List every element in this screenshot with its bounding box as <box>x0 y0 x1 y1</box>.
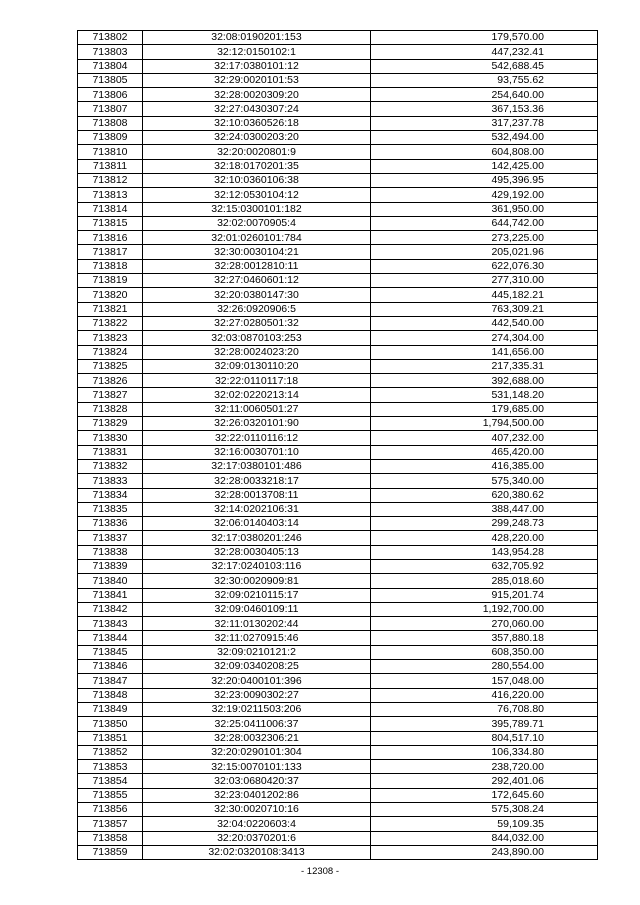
table-row <box>78 588 598 602</box>
table-body <box>78 31 598 860</box>
table-row <box>78 131 598 145</box>
cadastral-value-cell: 93,755.62 <box>371 73 598 87</box>
cadastral-number-cell: 32:25:0411006:37 <box>143 717 371 731</box>
cadastral-number-cell: 32:27:0280501:32 <box>143 316 371 330</box>
table-row <box>78 159 598 173</box>
cadastral-value-cell: 273,225.00 <box>371 231 598 245</box>
table-row <box>78 231 598 245</box>
cadastral-number-cell: 32:02:0070905:4 <box>143 216 371 230</box>
row-id-cell: 713834 <box>78 488 143 502</box>
table-row <box>78 359 598 373</box>
row-id-cell: 713827 <box>78 388 143 402</box>
cadastral-value-table <box>77 30 598 860</box>
cadastral-number-cell: 32:09:0210115:17 <box>143 588 371 602</box>
table-row <box>78 288 598 302</box>
cadastral-value-cell: 429,192.00 <box>371 188 598 202</box>
cadastral-number-cell: 32:14:0202106:31 <box>143 502 371 516</box>
cadastral-number-cell: 32:16:0030701:10 <box>143 445 371 459</box>
row-id-cell: 713839 <box>78 559 143 573</box>
cadastral-number-cell: 32:26:0920906:5 <box>143 302 371 316</box>
cadastral-number-cell: 32:09:0130110:20 <box>143 359 371 373</box>
cadastral-value-cell: 442,540.00 <box>371 316 598 330</box>
row-id-cell: 713822 <box>78 316 143 330</box>
cadastral-number-cell: 32:04:0220603:4 <box>143 817 371 831</box>
cadastral-value-cell: 644,742.00 <box>371 216 598 230</box>
cadastral-value-cell: 804,517.10 <box>371 731 598 745</box>
row-id-cell: 713807 <box>78 102 143 116</box>
row-id-cell: 713858 <box>78 831 143 845</box>
cadastral-number-cell: 32:23:0090302:27 <box>143 688 371 702</box>
cadastral-number-cell: 32:28:0024023:20 <box>143 345 371 359</box>
row-id-cell: 713805 <box>78 73 143 87</box>
table-row <box>78 431 598 445</box>
cadastral-number-cell: 32:08:0190201:153 <box>143 31 371 45</box>
cadastral-number-cell: 32:27:0460601:12 <box>143 274 371 288</box>
row-id-cell: 713849 <box>78 702 143 716</box>
table-row <box>78 316 598 330</box>
row-id-cell: 713852 <box>78 745 143 759</box>
row-id-cell: 713811 <box>78 159 143 173</box>
cadastral-number-cell: 32:22:0110117:18 <box>143 374 371 388</box>
cadastral-number-cell: 32:20:0290101:304 <box>143 745 371 759</box>
cadastral-value-cell: 392,688.00 <box>371 374 598 388</box>
cadastral-number-cell: 32:02:0320108:3413 <box>143 845 371 859</box>
row-id-cell: 713817 <box>78 245 143 259</box>
cadastral-value-cell: 217,335.31 <box>371 359 598 373</box>
table-row <box>78 402 598 416</box>
cadastral-number-cell: 32:17:0240103:116 <box>143 559 371 573</box>
row-id-cell: 713816 <box>78 231 143 245</box>
cadastral-value-cell: 416,220.00 <box>371 688 598 702</box>
cadastral-value-cell: 367,153.36 <box>371 102 598 116</box>
cadastral-number-cell: 32:12:0530104:12 <box>143 188 371 202</box>
row-id-cell: 713802 <box>78 31 143 45</box>
row-id-cell: 713851 <box>78 731 143 745</box>
row-id-cell: 713831 <box>78 445 143 459</box>
cadastral-number-cell: 32:11:0130202:44 <box>143 617 371 631</box>
cadastral-number-cell: 32:03:0870103:253 <box>143 331 371 345</box>
row-id-cell: 713820 <box>78 288 143 302</box>
table-row <box>78 660 598 674</box>
cadastral-value-cell: 465,420.00 <box>371 445 598 459</box>
row-id-cell: 713855 <box>78 788 143 802</box>
cadastral-value-cell: 532,494.00 <box>371 131 598 145</box>
table-row <box>78 145 598 159</box>
cadastral-number-cell: 32:09:0210121:2 <box>143 645 371 659</box>
cadastral-number-cell: 32:20:0400101:396 <box>143 674 371 688</box>
row-id-cell: 713809 <box>78 131 143 145</box>
table-row <box>78 745 598 759</box>
table-row <box>78 245 598 259</box>
row-id-cell: 713840 <box>78 574 143 588</box>
table-row <box>78 574 598 588</box>
cadastral-number-cell: 32:24:0300203:20 <box>143 131 371 145</box>
cadastral-value-cell: 76,708.80 <box>371 702 598 716</box>
cadastral-value-cell: 299,248.73 <box>371 517 598 531</box>
row-id-cell: 713810 <box>78 145 143 159</box>
cadastral-value-cell: 357,880.18 <box>371 631 598 645</box>
row-id-cell: 713838 <box>78 545 143 559</box>
row-id-cell: 713830 <box>78 431 143 445</box>
table-row <box>78 388 598 402</box>
row-id-cell: 713853 <box>78 760 143 774</box>
row-id-cell: 713836 <box>78 517 143 531</box>
row-id-cell: 713842 <box>78 602 143 616</box>
cadastral-value-cell: 141,656.00 <box>371 345 598 359</box>
cadastral-number-cell: 32:20:0380147:30 <box>143 288 371 302</box>
table-row <box>78 259 598 273</box>
cadastral-number-cell: 32:22:0110116:12 <box>143 431 371 445</box>
cadastral-number-cell: 32:27:0430307:24 <box>143 102 371 116</box>
cadastral-number-cell: 32:10:0360526:18 <box>143 116 371 130</box>
table-row <box>78 59 598 73</box>
cadastral-value-cell: 620,380.62 <box>371 488 598 502</box>
cadastral-value-cell: 254,640.00 <box>371 88 598 102</box>
row-id-cell: 713814 <box>78 202 143 216</box>
cadastral-value-cell: 274,304.00 <box>371 331 598 345</box>
table-row <box>78 88 598 102</box>
table-row <box>78 831 598 845</box>
row-id-cell: 713813 <box>78 188 143 202</box>
cadastral-value-cell: 575,308.24 <box>371 803 598 817</box>
table-row <box>78 702 598 716</box>
page-number: - 12308 - <box>300 866 340 877</box>
cadastral-number-cell: 32:26:0320101:90 <box>143 417 371 431</box>
table-row <box>78 674 598 688</box>
cadastral-number-cell: 32:28:0032306:21 <box>143 731 371 745</box>
cadastral-value-cell: 1,794,500.00 <box>371 417 598 431</box>
cadastral-number-cell: 32:17:0380201:246 <box>143 531 371 545</box>
table-row <box>78 688 598 702</box>
cadastral-number-cell: 32:30:0020710:16 <box>143 803 371 817</box>
table-row <box>78 116 598 130</box>
cadastral-value-cell: 157,048.00 <box>371 674 598 688</box>
row-id-cell: 713833 <box>78 474 143 488</box>
cadastral-number-cell: 32:15:0070101:133 <box>143 760 371 774</box>
cadastral-value-cell: 179,570.00 <box>371 31 598 45</box>
cadastral-number-cell: 32:20:0020801:9 <box>143 145 371 159</box>
cadastral-number-cell: 32:12:0150102:1 <box>143 45 371 59</box>
cadastral-value-cell: 361,950.00 <box>371 202 598 216</box>
row-id-cell: 713841 <box>78 588 143 602</box>
row-id-cell: 713803 <box>78 45 143 59</box>
table-row <box>78 459 598 473</box>
cadastral-number-cell: 32:09:0340208:25 <box>143 660 371 674</box>
cadastral-number-cell: 32:11:0060501:27 <box>143 402 371 416</box>
row-id-cell: 713832 <box>78 459 143 473</box>
cadastral-value-cell: 763,309.21 <box>371 302 598 316</box>
cadastral-value-cell: 495,396.95 <box>371 173 598 187</box>
cadastral-number-cell: 32:02:0220213:14 <box>143 388 371 402</box>
cadastral-value-cell: 1,192,700.00 <box>371 602 598 616</box>
cadastral-value-cell: 542,688.45 <box>371 59 598 73</box>
table-row <box>78 631 598 645</box>
row-id-cell: 713859 <box>78 845 143 859</box>
cadastral-number-cell: 32:15:0300101:182 <box>143 202 371 216</box>
cadastral-value-cell: 428,220.00 <box>371 531 598 545</box>
table-row <box>78 331 598 345</box>
row-id-cell: 713837 <box>78 531 143 545</box>
cadastral-number-cell: 32:17:0380101:12 <box>143 59 371 73</box>
table-row <box>78 760 598 774</box>
cadastral-value-cell: 915,201.74 <box>371 588 598 602</box>
row-id-cell: 713823 <box>78 331 143 345</box>
cadastral-value-cell: 317,237.78 <box>371 116 598 130</box>
table-row <box>78 488 598 502</box>
row-id-cell: 713847 <box>78 674 143 688</box>
table-row <box>78 445 598 459</box>
table-row <box>78 517 598 531</box>
cadastral-value-cell: 59,109.35 <box>371 817 598 831</box>
row-id-cell: 713824 <box>78 345 143 359</box>
cadastral-value-cell: 179,685.00 <box>371 402 598 416</box>
cadastral-number-cell: 32:19:0211503:206 <box>143 702 371 716</box>
row-id-cell: 713828 <box>78 402 143 416</box>
row-id-cell: 713819 <box>78 274 143 288</box>
cadastral-value-cell: 143,954.28 <box>371 545 598 559</box>
cadastral-number-cell: 32:03:0680420:37 <box>143 774 371 788</box>
cadastral-value-cell: 277,310.00 <box>371 274 598 288</box>
row-id-cell: 713843 <box>78 617 143 631</box>
row-id-cell: 713821 <box>78 302 143 316</box>
table-row <box>78 803 598 817</box>
cadastral-value-cell: 142,425.00 <box>371 159 598 173</box>
table-row <box>78 717 598 731</box>
table-row <box>78 531 598 545</box>
table-row <box>78 31 598 45</box>
table-row <box>78 788 598 802</box>
cadastral-number-cell: 32:23:0401202:86 <box>143 788 371 802</box>
cadastral-value-cell: 531,148.20 <box>371 388 598 402</box>
row-id-cell: 713826 <box>78 374 143 388</box>
table-row <box>78 559 598 573</box>
row-id-cell: 713854 <box>78 774 143 788</box>
table-row <box>78 474 598 488</box>
table-row <box>78 173 598 187</box>
row-id-cell: 713857 <box>78 817 143 831</box>
cadastral-number-cell: 32:28:0020309:20 <box>143 88 371 102</box>
cadastral-value-cell: 604,808.00 <box>371 145 598 159</box>
cadastral-value-cell: 106,334.80 <box>371 745 598 759</box>
table-row <box>78 845 598 859</box>
cadastral-value-cell: 416,385.00 <box>371 459 598 473</box>
cadastral-value-cell: 270,060.00 <box>371 617 598 631</box>
row-id-cell: 713844 <box>78 631 143 645</box>
cadastral-number-cell: 32:20:0370201:6 <box>143 831 371 845</box>
table-row <box>78 817 598 831</box>
cadastral-value-cell: 445,182.21 <box>371 288 598 302</box>
cadastral-value-cell: 238,720.00 <box>371 760 598 774</box>
row-id-cell: 713835 <box>78 502 143 516</box>
row-id-cell: 713808 <box>78 116 143 130</box>
row-id-cell: 713829 <box>78 417 143 431</box>
table-row <box>78 602 598 616</box>
table-row <box>78 216 598 230</box>
row-id-cell: 713848 <box>78 688 143 702</box>
cadastral-value-cell: 285,018.60 <box>371 574 598 588</box>
row-id-cell: 713825 <box>78 359 143 373</box>
table-row <box>78 774 598 788</box>
table-row <box>78 417 598 431</box>
table-row <box>78 731 598 745</box>
cadastral-value-cell: 622,076.30 <box>371 259 598 273</box>
table-row <box>78 274 598 288</box>
row-id-cell: 713804 <box>78 59 143 73</box>
row-id-cell: 713850 <box>78 717 143 731</box>
cadastral-number-cell: 32:30:0030104:21 <box>143 245 371 259</box>
cadastral-number-cell: 32:28:0013708:11 <box>143 488 371 502</box>
cadastral-number-cell: 32:30:0020909:81 <box>143 574 371 588</box>
cadastral-value-cell: 844,032.00 <box>371 831 598 845</box>
table-row <box>78 102 598 116</box>
row-id-cell: 713812 <box>78 173 143 187</box>
cadastral-number-cell: 32:09:0460109:11 <box>143 602 371 616</box>
row-id-cell: 713815 <box>78 216 143 230</box>
row-id-cell: 713845 <box>78 645 143 659</box>
table-row <box>78 617 598 631</box>
cadastral-number-cell: 32:29:0020101:53 <box>143 73 371 87</box>
row-id-cell: 713806 <box>78 88 143 102</box>
cadastral-value-cell: 280,554.00 <box>371 660 598 674</box>
cadastral-value-cell: 632,705.92 <box>371 559 598 573</box>
cadastral-value-cell: 575,340.00 <box>371 474 598 488</box>
table-row <box>78 73 598 87</box>
cadastral-number-cell: 32:18:0170201:35 <box>143 159 371 173</box>
cadastral-number-cell: 32:28:0030405:13 <box>143 545 371 559</box>
cadastral-value-cell: 292,401.06 <box>371 774 598 788</box>
cadastral-value-cell: 407,232.00 <box>371 431 598 445</box>
cadastral-number-cell: 32:06:0140403:14 <box>143 517 371 531</box>
row-id-cell: 713846 <box>78 660 143 674</box>
table-row <box>78 302 598 316</box>
cadastral-number-cell: 32:28:0012810:11 <box>143 259 371 273</box>
cadastral-number-cell: 32:17:0380101:486 <box>143 459 371 473</box>
cadastral-value-cell: 608,350.00 <box>371 645 598 659</box>
cadastral-value-cell: 447,232.41 <box>371 45 598 59</box>
table-row <box>78 374 598 388</box>
row-id-cell: 713818 <box>78 259 143 273</box>
table-row <box>78 45 598 59</box>
cadastral-number-cell: 32:11:0270915:46 <box>143 631 371 645</box>
cadastral-value-cell: 395,789.71 <box>371 717 598 731</box>
cadastral-value-cell: 205,021.96 <box>371 245 598 259</box>
table-row <box>78 502 598 516</box>
cadastral-number-cell: 32:01:0260101:784 <box>143 231 371 245</box>
row-id-cell: 713856 <box>78 803 143 817</box>
table-row <box>78 202 598 216</box>
table-row <box>78 188 598 202</box>
table-row <box>78 345 598 359</box>
cadastral-number-cell: 32:28:0033218:17 <box>143 474 371 488</box>
cadastral-number-cell: 32:10:0360106:38 <box>143 173 371 187</box>
table-row <box>78 645 598 659</box>
cadastral-value-cell: 388,447.00 <box>371 502 598 516</box>
table-row <box>78 545 598 559</box>
cadastral-value-cell: 172,645.60 <box>371 788 598 802</box>
cadastral-value-cell: 243,890.00 <box>371 845 598 859</box>
